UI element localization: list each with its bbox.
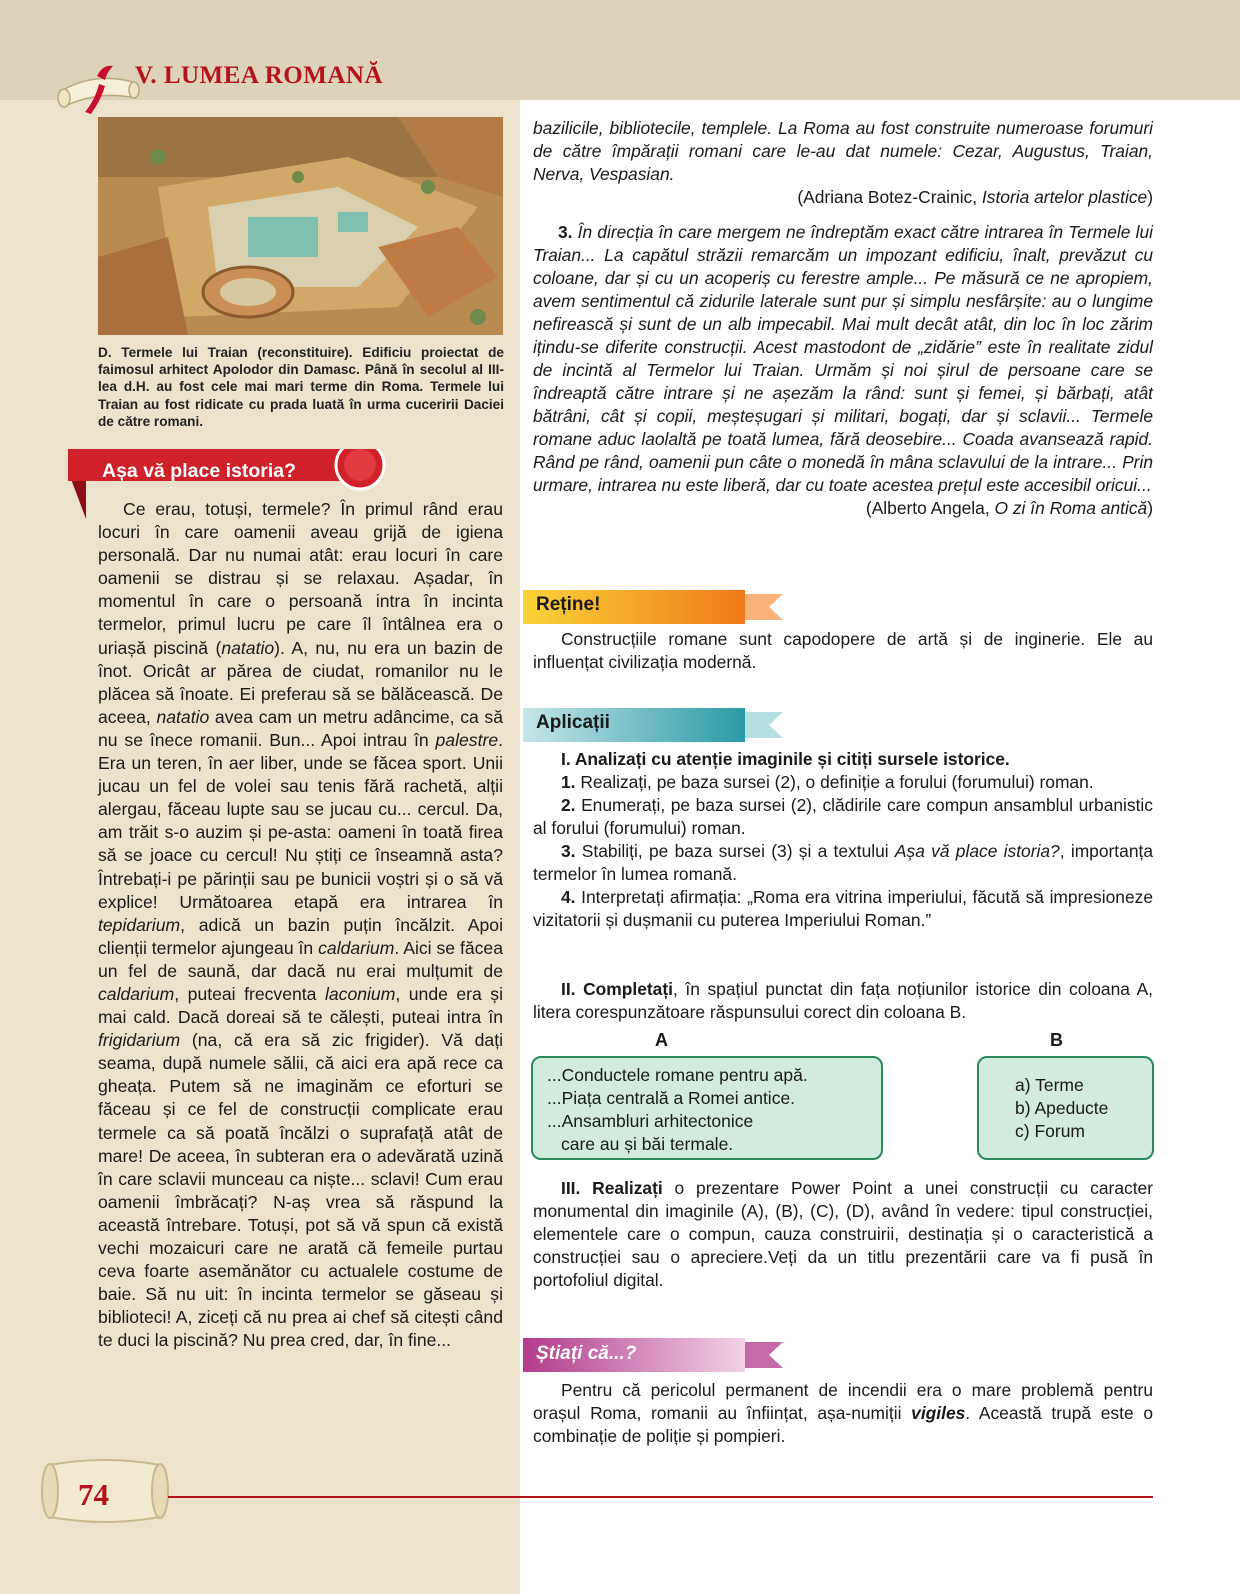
retine-text: Construcțiile romane sunt capodopere de artă și de inginerie. Ele au influențat civilizația modernă. xyxy=(533,629,1153,672)
column-b-item: c) Forum xyxy=(1015,1121,1085,1141)
column-a-box xyxy=(531,1056,883,1160)
aplicatii-label: Aplicații xyxy=(536,712,610,733)
column-a-item: ...Piața centrală a Romei antice. xyxy=(547,1088,796,1108)
story-text: Ce erau, totuși, termele? În primul rând erau locuri în care oamenii aveau grijă de igiena personală. Dar nu numai atât: erau locuri în care oamenii se distrau și se relaxau. Așadar, în momentul în care o persoană intra în incinta termelor, primul lucru pe care îl întâlnea era o uriașă piscină (natatio). A, nu, nu era un bazin de înot. Oricât ar părea de ciudat, romanilor nu le plăcea să înoate. Ei preferau să se bălăcească. De aceea, natatio avea cam un metru adâncime, ca să nu se înece romanii. Bun... Apoi intrau în palestre. Era un teren, în aer liber, unde se făcea sport. Unii jucau un fel de volei sau tenis fără rachetă, alții alergau, făceau lupte sau se jucau cu... cercul. Da, am trăit s-o auzim și pe-asta: oameni în toată firea să se joace cu cercul! Nu știți ce înseamnă asta? Întrebați-i pe părinții sau pe bunicii voștri și o să vă explice! Următoarea etapă era intrarea în tepidarium, adică un bazin puțin încălzit. Apoi clienții termelor ajungeau în caldarium. Aici se făcea un fel de saună, dar dacă nu erai mulțumit de caldarium, puteai frecventa laconium, unde era și mai cald. Dacă doreai să te călești, puteai intra în frigidarium (na, că era să zic frigider). Vă dați seama, după numele sălii, că aici era apă rece ca gheața. Putem să ne imaginăm ce eforturi se făceau și ce fel de construcții complicate erau termele ca să poată încălzi o suprafață atât de mare! De aceea, în subteran era o adevărată uzină în care sclavii munceau ca niște... sclavi! Cum erau oamenii îmbrăcați? N-aș vrea să răspund la această întrebare. Totuși, pot să vă spun că există vechi mozaicuri care ne arată că femeile purtau ceva foarte asemănător cu actualele costume de baie. Să nu uit: în incinta termelor se găseau și biblioteci! A, ziceți că nu prea ai chef să citești când te duci la piscină? Nu prea cred, dar, în fine... xyxy=(98,499,504,1351)
column-b-item: b) Apeducte xyxy=(1015,1098,1109,1118)
source-3-reference: (Alberto Angela, O zi în Roma antică) xyxy=(865,498,1153,518)
scroll-icon xyxy=(55,60,145,120)
question-3: 3. Stabiliți, pe baza sursei (3) și a textului Așa vă place istoria?, importanța termelor în lumea romană. xyxy=(533,841,1153,884)
source-2-reference: (Adriana Botez-Crainic, Istoria artelor plastice) xyxy=(797,187,1153,207)
column-b-box xyxy=(977,1056,1154,1160)
question-1: 1. Realizați, pe baza sursei (2), o definiție a forului (forumului) roman. xyxy=(561,772,1094,792)
retine-label: Reține! xyxy=(536,594,601,615)
column-a-item: care au și băi termale. xyxy=(561,1134,734,1154)
baths-of-trajan-image xyxy=(98,117,503,335)
caption-title: D. Termele lui Traian (reconstituire). xyxy=(98,345,353,360)
stiati-text: Pentru că pericolul permanent de incendii era o mare problemă pentru orașul Roma, romanii au înființat, așa-numiții vigiles. Această trupă este o combinație de poliție și pompieri. xyxy=(533,1380,1153,1446)
exercise-part-1 xyxy=(533,748,1153,932)
figure-caption xyxy=(98,344,504,430)
source-2-text: bazilicile, bibliotecile, templele. La Roma au fost construite numeroase forumuri de către împărații romani care le-au dat numele: Cezar, Augustus, Traian, Nerva, Vespasian. xyxy=(533,118,1153,184)
column-b-item: a) Terme xyxy=(1015,1075,1084,1095)
chapter-title: V. LUMEA ROMANĂ xyxy=(135,62,384,89)
column-b-heading: B xyxy=(1050,1030,1063,1050)
exercise-part-2: II. Completați, în spațiul punctat din fața noțiunilor istorice din coloana A, litera corespunzătoare răspunsului corect din coloana B. xyxy=(533,979,1154,1022)
sources-column xyxy=(533,117,1153,532)
footer-rule xyxy=(168,1496,1153,1498)
story-title: Așa vă place istoria? xyxy=(102,460,297,482)
page-number: 74 xyxy=(78,1477,109,1512)
part-1-heading: I. Analizați cu atenție imaginile și citiți sursele istorice. xyxy=(561,749,1010,769)
caption-text: Edificiu proiectat de faimosul arhitect Apolodor din Damasc. Până în secolul al III-lea d.H. au fost cele mai mari terme din Roma. Termele lui Traian au fost ridicate cu prada luată în urma cuceririi Daciei de către romani. xyxy=(98,345,504,429)
column-a-heading: A xyxy=(655,1030,668,1050)
question-2: 2. Enumerați, pe baza sursei (2), clădirile care compun ansamblul urbanistic al forului (forumului) roman. xyxy=(533,795,1153,838)
question-4: 4. Interpretați afirmația: „Roma era vitrina imperiului, făcută să impresioneze vizitatorii și dușmanii cu puterea Imperiului Roman.” xyxy=(533,887,1153,930)
source-3-text: 3. În direcția în care mergem ne îndreptăm exact către intrarea în Termele lui Traian... La capătul străzii remarcăm un impozant edificiu, înalt, prevăzut cu coloane, dar și cu un acoperiș cu ferestre ample... Pe măsură ce ne apropiem, avem sentimentul că zidurile laterale sunt pur și simplu nesfârșite: au o lungime nefirească și sunt de un alb impecabil. Mai mult decât atât, din loc în loc zărim ițindu-se diferite construcții. Acest mastodont de „zidărie” este în realitate zidul de incintă al Termelor lui Traian. Urmăm și noi șirul de persoane care se îndreaptă către intrare și ne așezăm la rând: sunt și femei, și bărbați, atât bătrâni, cât și copii, meșteșugari și militari, bogați, dar și sclavii... Termele romane aduc laolaltă pe toată lumea, fără deosebire... Coada avansează rapid. Rând pe rând, oamenii pun câte o monedă în mâna sclavului de la intrare... Prin urmare, intrarea nu este liberă, dar cu toate acestea prețul este accesibil oricui... xyxy=(533,222,1153,495)
exercise-part-3: III. Realizați o prezentare Power Point a unei construcții cu caracter monumental din imaginile (A), (B), (C), (D), având în vedere: tipul construcției, elementele care o compun, cauza construirii, destinația și o caracteristică a construcției sau o apreciere.Veți da un titlu prezentării care va fi pusă în portofoliul digital. xyxy=(533,1178,1153,1290)
column-a-item: ...Ansambluri arhitectonice xyxy=(547,1111,754,1131)
column-a-item: ...Conductele romane pentru apă. xyxy=(547,1065,808,1085)
stiati-label: Știați că...? xyxy=(536,1343,637,1364)
